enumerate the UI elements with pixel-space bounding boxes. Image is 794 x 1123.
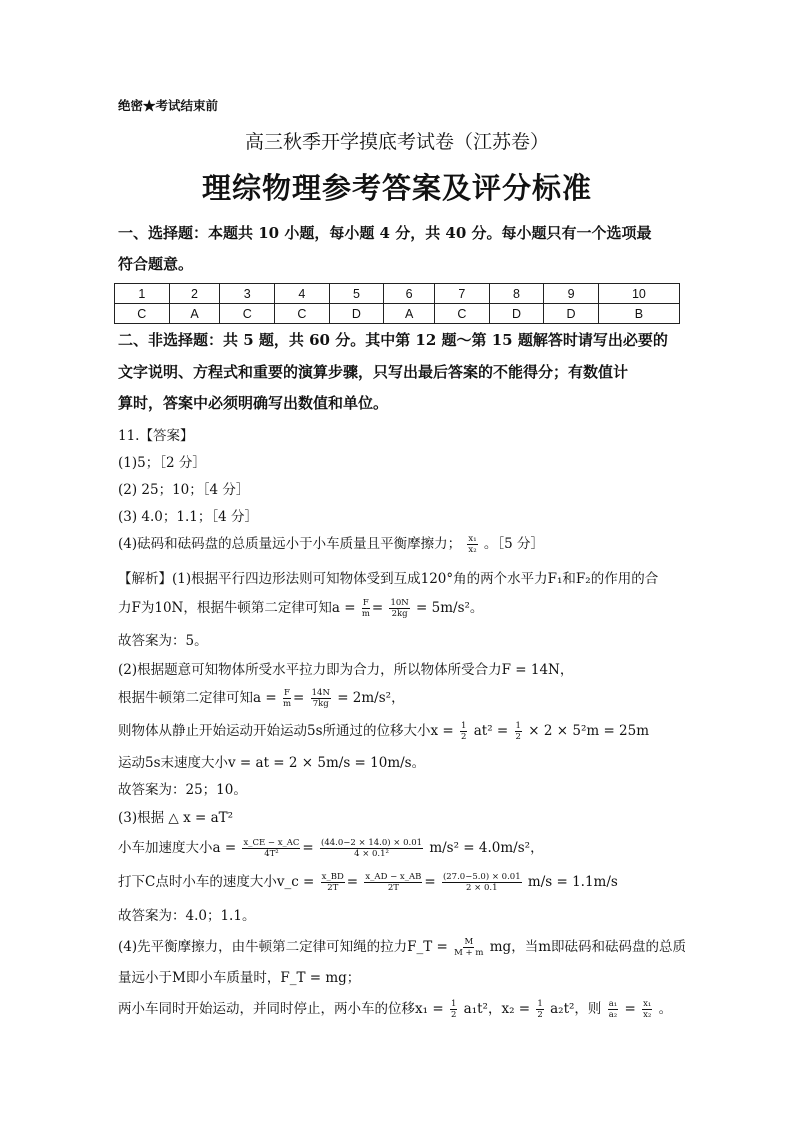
fraction: $\frac{x\_CE - x\_AC}{\text{4T²}}$ xyxy=(243,837,300,859)
table-cell: A xyxy=(384,304,435,324)
table-cell: 9 xyxy=(544,284,599,304)
fraction: $\frac{(44.0-2 \times 14.0) \times 0.01}{\text{4 × 0.1²}}$ xyxy=(321,837,423,859)
fraction: $\frac{\text{x₁}}{\text{x₂}}$ xyxy=(468,533,477,555)
fraction: $\frac{x\_AD - x\_AB}{2T}$ xyxy=(365,871,422,893)
fraction: $\frac{\text{a₁}}{\text{a₂}}$ xyxy=(608,998,618,1020)
fraction: $\frac{M}{M + m}$ xyxy=(454,936,484,958)
fraction: $\frac{F}{m}$ xyxy=(361,597,370,619)
fraction: $\frac{1}{2}$ xyxy=(461,720,467,742)
answer-table-answer-row xyxy=(115,304,680,324)
q11-answer-1: (1)5；［2 分］ xyxy=(118,455,206,471)
fraction: $\frac{1}{2}$ xyxy=(450,998,457,1020)
analysis-p2b: 根据牛顿第二定律可知a = $\frac{F}{m}$ = $\frac{14N}{7kg}$ = 2m/s²， xyxy=(118,687,405,709)
table-cell: C xyxy=(435,304,490,324)
analysis-p2c: 则物体从静止开始运动开始运动5s所通过的位移大小x = $\frac{1}{2}$ at² = $\frac{1}{2}$ × 2 × 5²m = 25m xyxy=(118,720,650,742)
section1-heading-line2: 符合题意。 xyxy=(118,255,194,273)
analysis-p4a: (4)先平衡摩擦力，由牛顿第二定律可知绳的拉力F_T = $\frac{M}{M + m}$ mg，当m即砝码和砝码盘的总质 xyxy=(118,936,686,958)
table-cell: 10 xyxy=(598,284,679,304)
analysis-p3d: 故答案为：4.0；1.1。 xyxy=(118,908,256,924)
analysis-p3a: (3)根据 △ x = aT² xyxy=(118,810,234,826)
q11-answer-2: (2) 25；10；［4 分］ xyxy=(118,482,250,498)
analysis-p3c: 打下C点时小车的速度大小v_c = $\frac{x\_BD}{2T}$ = $\frac{x\_AD - x\_AB}{2T}$ = $\frac{(27.0-5.0) \times 0.01}{2 \times 0.1}$ m/s = 1.1m/s xyxy=(118,871,618,893)
fraction: $\frac{1}{2}$ xyxy=(537,998,543,1020)
analysis-p4c: 两小车同时开始运动，并同时停止，两小车的位移x₁ = $\frac{1}{2}$ a₁t²，x₂ = $\frac{1}{2}$ a₂t²，则 $\frac{\text{a₁}}{\text{a₂}}$ = $\frac{\text{x₁}}{\text{x₂}}$ 。 xyxy=(118,998,673,1020)
table-cell: 5 xyxy=(329,284,384,304)
table-cell: C xyxy=(220,304,275,324)
analysis-p2d: 运动5s末速度大小v = at = 2 × 5m/s = 10m/s。 xyxy=(118,755,426,771)
analysis-p2a: (2)根据题意可知物体所受水平拉力即为合力，所以物体所受合力F = 14N， xyxy=(118,662,574,678)
section2-heading-line3: 算时，答案中必须明确写出数值和单位。 xyxy=(118,394,389,412)
table-cell: B xyxy=(598,304,679,324)
q11-answer-4: (4)砝码和砝码盘的总质量远小于小车质量且平衡摩擦力； $\frac{\text{x₁}}{\text{x₂}}$ 。［5 分］ xyxy=(118,533,545,555)
fraction: $\frac{\text{x₁}}{\text{x₂}}$ xyxy=(643,998,652,1020)
analysis-p3b: 小车加速度大小a = $\frac{x\_CE - x\_AC}{\text{4T²}}$ = $\frac{(44.0-2 \times 14.0) \times 0.01}{\text{4 × 0.1²}}$ m/s² = 4.0m/s²， xyxy=(118,837,544,859)
fraction: $\frac{1}{2}$ xyxy=(515,720,521,742)
table-cell: C xyxy=(115,304,170,324)
analysis-p1b: 力F为10N，根据牛顿第二定律可知a = $\frac{F}{m}$ = $\frac{10N}{2kg}$ = 5m/s²。 xyxy=(118,597,484,619)
table-cell: 1 xyxy=(115,284,170,304)
table-cell: C xyxy=(275,304,330,324)
table-cell: 3 xyxy=(220,284,275,304)
q11-answer-3: (3) 4.0；1.1；［4 分］ xyxy=(118,509,258,525)
confidential-label: 绝密★考试结束前 xyxy=(118,98,219,113)
analysis-p4b: 量远小于M即小车质量时，F_T = mg； xyxy=(118,970,361,986)
table-cell: 8 xyxy=(489,284,544,304)
fraction: $\frac{x\_BD}{2T}$ xyxy=(321,871,344,893)
fraction: $\frac{10N}{2kg}$ xyxy=(390,597,409,619)
fraction: $\frac{F}{m}$ xyxy=(282,687,292,709)
page-title: 理综物理参考答案及评分标准 xyxy=(201,171,592,205)
table-cell: 7 xyxy=(435,284,490,304)
fraction: $\frac{14N}{7kg}$ xyxy=(311,687,330,709)
section2-heading-line2: 文字说明、方程式和重要的演算步骤，只写出最后答案的不能得分；有数值计 xyxy=(118,363,629,381)
q11-answer-4-text: (4)砝码和砝码盘的总质量远小于小车质量且平衡摩擦力； xyxy=(118,536,462,552)
analysis-p1a: 【解析】(1)根据平行四边形法则可知物体受到互成120°角的两个水平力F₁和F₂的作用的合 xyxy=(118,571,659,587)
analysis-p2e: 故答案为：25；10。 xyxy=(118,782,247,798)
section2-heading-line1: 二、非选择题：共 5 题，共 60 分。其中第 12 题～第 15 题解答时请写出必要的 xyxy=(118,331,668,349)
table-cell: A xyxy=(169,304,220,324)
exam-subtitle: 高三秋季开学摸底考试卷（江苏卷） xyxy=(244,131,549,153)
analysis-p1c: 故答案为：5。 xyxy=(118,633,208,649)
section1-heading-line1: 一、选择题：本题共 10 小题，每小题 4 分，共 40 分。每小题只有一个选项最 xyxy=(118,224,652,242)
table-cell: 6 xyxy=(384,284,435,304)
fraction: $\frac{(27.0-5.0) \times 0.01}{2 \times 0.1}$ xyxy=(442,871,521,893)
table-cell: 4 xyxy=(275,284,330,304)
answer-table xyxy=(114,283,680,324)
table-cell: 2 xyxy=(169,284,220,304)
table-cell: D xyxy=(489,304,544,324)
table-cell: D xyxy=(329,304,384,324)
table-cell: D xyxy=(544,304,599,324)
answer-table-number-row xyxy=(115,284,680,304)
q11-heading: 11.【答案】 xyxy=(118,428,194,444)
